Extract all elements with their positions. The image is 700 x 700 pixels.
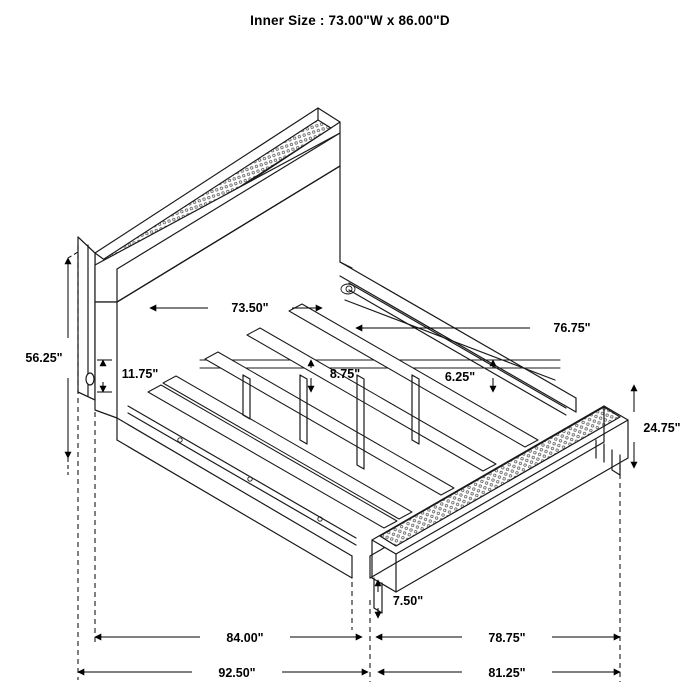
headboard-lower-rail [95,133,340,302]
dim-label-overall-right: 81.25" [488,666,526,680]
dim-label-slat-height: 8.75" [329,367,361,381]
dim-label-headboard-height: 56.25" [25,351,63,365]
dim-label-bed-depth-right: 78.75" [488,631,526,645]
dim-headboard-height [68,252,78,475]
footboard [372,406,628,613]
dim-label-footboard-height: 24.75" [643,421,681,435]
page-title: Inner Size : 73.00"W x 86.00"D [250,13,450,28]
bed-frame [117,262,604,578]
dim-label-footboard-clearance: 7.50" [392,594,424,608]
dim-label-overall-left: 92.50" [218,666,256,680]
dim-label-side-rail-height: 6.25" [444,370,476,384]
dim-label-rail-to-floor: 11.75" [121,367,159,381]
dim-label-inner-length: 76.75" [553,321,591,335]
dim-label-headboard-width: 73.50" [231,301,269,315]
dim-label-bed-depth-left: 84.00" [226,631,264,645]
headboard-left-post [78,237,95,400]
